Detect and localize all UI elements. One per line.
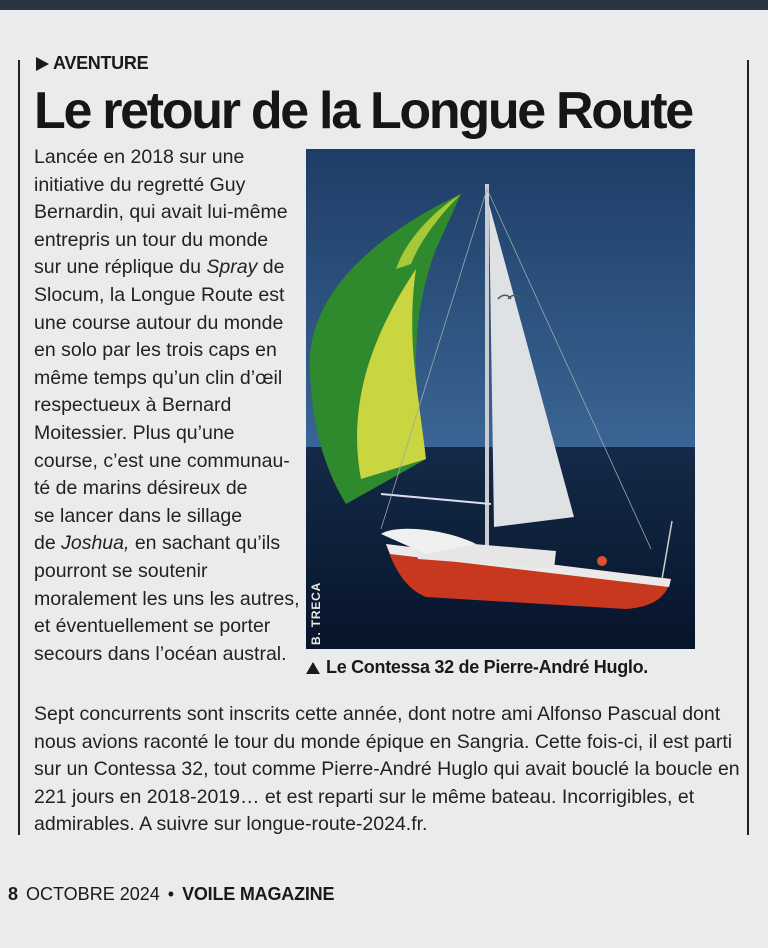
column-line <box>34 475 294 503</box>
column-line-text: même temps qu’un clin d’œil <box>34 366 283 389</box>
column-line <box>34 448 294 476</box>
column-line-text: sur une réplique du <box>34 256 207 279</box>
column-line-text: course, c’est une communau- <box>34 449 290 472</box>
column-line-text: initiative du regretté Guy <box>34 173 246 196</box>
bottom-line: Sept concurrents sont inscrits cette année, dont notre ami Alfonso Pascual dont <box>34 703 721 725</box>
column-line-text: entrepris un tour du monde <box>34 228 269 251</box>
column-line <box>34 337 294 365</box>
column-line-text: en sachant qu’ils <box>129 532 281 555</box>
page-number: 8 <box>8 884 19 904</box>
rubric-label: AVENTURE <box>53 53 149 73</box>
article-photo <box>306 149 695 649</box>
bottom-line: sur un Contessa 32, tout comme Pierre-André Huglo qui avait bouclé la boucle en <box>34 758 740 781</box>
issue-date: OCTOBRE 2024 <box>26 884 160 904</box>
column-line-text: respectueux à Bernard <box>34 394 232 417</box>
page-footer <box>8 884 334 905</box>
column-line-text: en solo par les trois caps en <box>34 339 277 362</box>
column-line <box>34 365 294 393</box>
column-line <box>34 144 294 172</box>
triangle-up-icon <box>306 662 320 674</box>
play-triangle-icon <box>36 57 49 71</box>
photo-caption-text: Le Contessa 32 de Pierre-André Huglo. <box>326 657 648 677</box>
sailor <box>597 556 607 566</box>
column-line-text: secours dans l’océan austral. <box>34 642 287 665</box>
column-line-text: de <box>34 532 62 555</box>
italic-title: Joshua, <box>61 532 130 555</box>
column-line-text: une course autour du monde <box>34 311 284 334</box>
column-line <box>34 586 300 614</box>
section-rubric <box>36 53 148 74</box>
bottom-line: admirables. A suivre sur longue-route-2024.fr. <box>34 813 428 836</box>
photo-caption <box>306 657 648 678</box>
column-line-text: té de marins désireux de <box>34 477 248 500</box>
column-line-text: pourront se soutenir <box>34 559 208 582</box>
column-line-text: Bernardin, qui avait lui-même <box>34 201 288 224</box>
article-bottom-text <box>34 701 740 839</box>
column-line <box>34 392 294 420</box>
column-line-text: Slocum, la Longue Route est <box>34 283 285 306</box>
sailboat-illustration <box>306 149 695 649</box>
column-line <box>34 613 294 641</box>
left-column-rule <box>18 60 20 835</box>
top-edge-strip <box>0 0 768 10</box>
column-line <box>34 254 294 282</box>
column-line <box>34 420 294 448</box>
column-line <box>34 503 294 531</box>
column-line-text: et éventuellement se porter <box>34 615 271 638</box>
right-column-rule <box>747 60 749 835</box>
magazine-name: VOILE MAGAZINE <box>182 884 335 904</box>
column-line <box>34 641 294 669</box>
bottom-line: nous avions raconté le tour du monde épique en Sangria. Cette fois-ci, il est parti <box>34 730 733 753</box>
column-line <box>34 199 294 227</box>
photo-credit: B. TRECA <box>309 581 323 645</box>
column-line <box>34 310 294 338</box>
column-line <box>34 172 294 200</box>
column-line-text: se lancer dans le sillage <box>34 504 243 527</box>
column-line-text: Moitessier. Plus qu’une <box>34 421 235 444</box>
italic-title: Spray <box>206 256 258 279</box>
column-line <box>34 282 294 310</box>
column-line <box>34 227 294 255</box>
article-column-text <box>34 144 300 668</box>
column-line <box>34 530 294 558</box>
bottom-line: 221 jours en 2018-2019… et est reparti sur le même bateau. Incorrigibles, et <box>34 785 695 808</box>
article-title: Le retour de la Longue Route <box>34 82 692 140</box>
column-line <box>34 558 294 586</box>
column-line-text: moralement les uns les autres, <box>34 587 300 610</box>
column-line-text: Lancée en 2018 sur une <box>34 146 245 168</box>
footer-separator: • <box>167 884 175 904</box>
column-line-text: de <box>257 256 285 279</box>
